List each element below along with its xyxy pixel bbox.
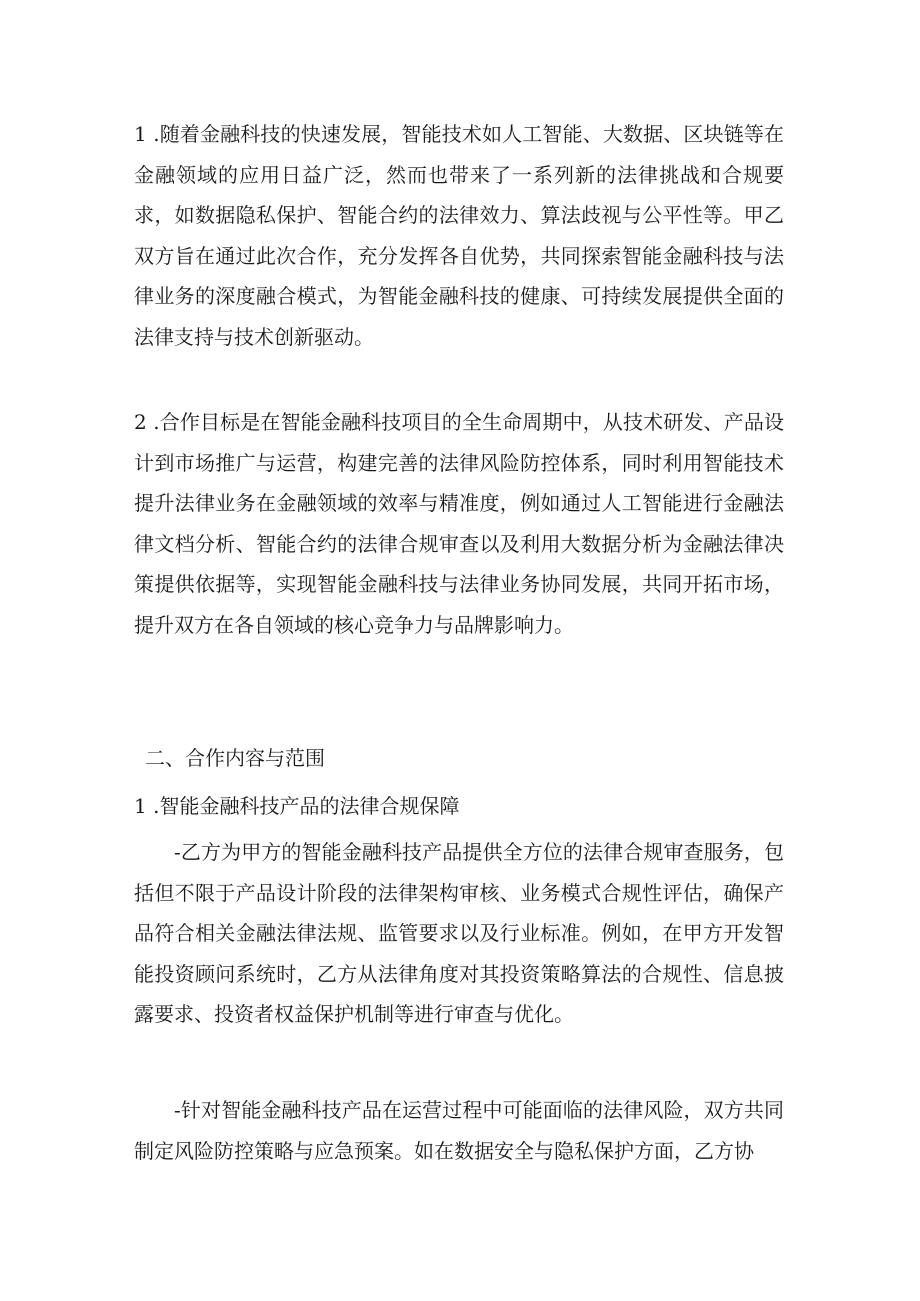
section-heading: 二、合作内容与范围 (145, 746, 325, 770)
paragraph-4: -针对智能金融科技产品在运营过程中可能面临的法律风险，双方共同制定风险防控策略与应急预案。如在数据安全与隐私保护方面，乙方协 (134, 1098, 784, 1163)
paragraph-1: 1 .随着金融科技的快速发展，智能技术如人工智能、大数据、区块链等在金融领域的应用日益广泛，然而也带来了一系列新的法律挑战和合规要求，如数据隐私保护、智能合约的法律效力、算法歧视与公平性等。甲乙双方旨在通过此次合作，充分发挥各自优势，共同探索智能金融科技与法律业务的深度融合模式，为智能金融科技的健康、可持续发展提供全面的法律支持与技术创新驱动。 (134, 122, 784, 349)
paragraph-3: -乙方为甲方的智能金融科技产品提供全方位的法律合规审查服务，包括但不限于产品设计阶段的法律架构审核、业务模式合规性评估，确保产品符合相关金融法律法规、监管要求以及行业标准。例如，在甲方开发智能投资顾问系统时，乙方从法律角度对其投资策略算法的合规性、信息披露要求、投资者权益保护机制等进行审查与优化。 (134, 840, 784, 1026)
paragraph-2: 2 .合作目标是在智能金融科技项目的全生命周期中，从技术研发、产品设计到市场推广与运营，构建完善的法律风险防控体系，同时利用智能技术提升法律业务在金融领域的效率与精准度，例如通过人工智能进行金融法律文档分析、智能合约的法律合规审查以及利用大数据分析为金融法律决策提供依据等，实现智能金融科技与法律业务协同发展，共同开拓市场，提升双方在各自领域的核心竞争力与品牌影响力。 (134, 410, 784, 637)
subsection-heading: 1 .智能金融科技产品的法律合规保障 (134, 794, 460, 818)
